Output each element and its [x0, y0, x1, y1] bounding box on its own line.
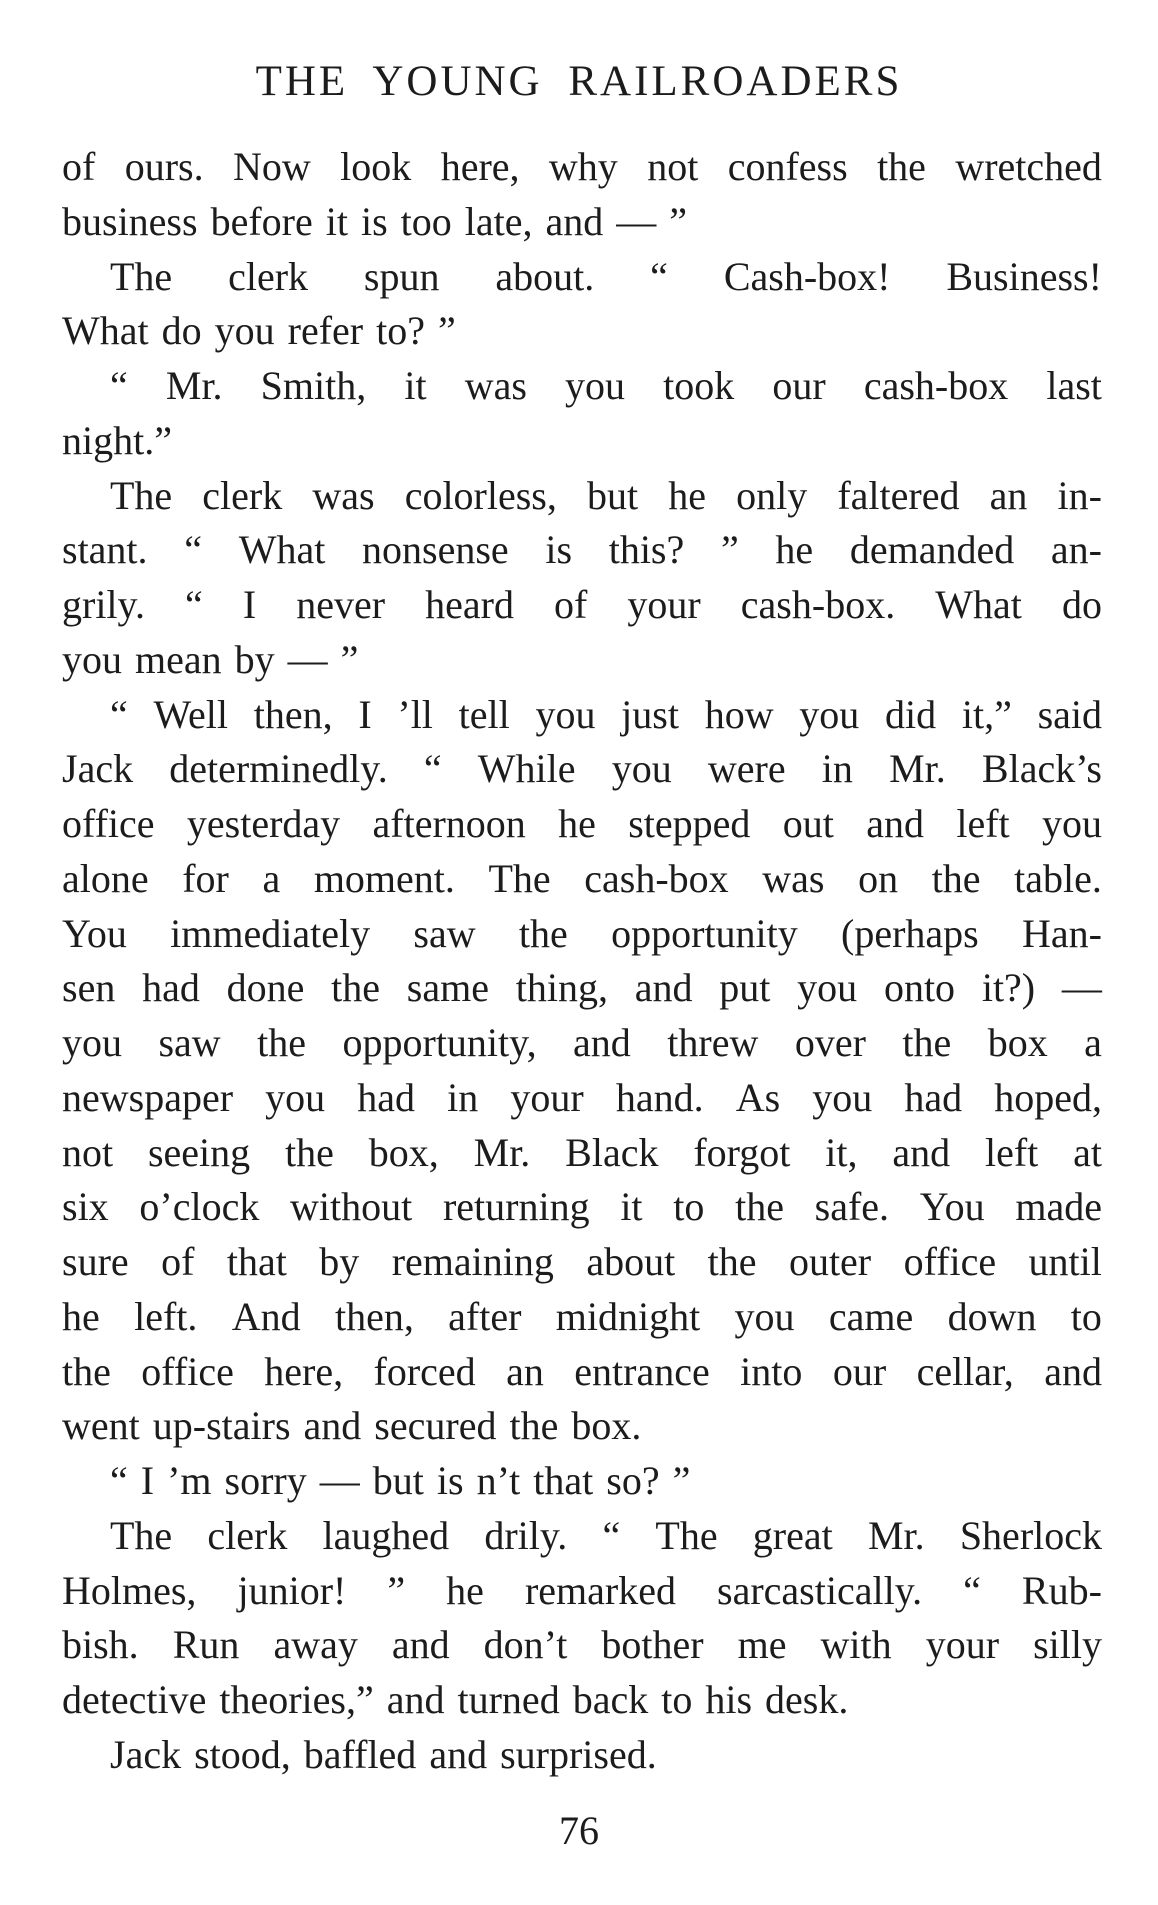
- text-line: What do you refer to? ”: [62, 308, 456, 354]
- text-line: of ours. Now look here, why not confess the wretched: [62, 144, 1102, 189]
- text-line: business before it is too late, and — ”: [62, 198, 688, 244]
- text-line: you mean by — ”: [62, 636, 359, 682]
- text-line: stant. “ What nonsense is this? ” he demanded an-: [62, 527, 1102, 573]
- text-line: the office here, forced an entrance into our cellar, and: [62, 1348, 1102, 1394]
- text-line: he left. And then, after midnight you came down to: [62, 1293, 1102, 1339]
- text-line: “ Well then, I ’ll tell you just how you did it,” said: [110, 691, 1102, 737]
- text-line: you saw the opportunity, and threw over the box a: [62, 1020, 1102, 1065]
- text-line: Holmes, junior! ” he remarked sarcastically. “ Rub-: [62, 1567, 1102, 1613]
- text-line: You immediately saw the opportunity (perhaps Han-: [62, 910, 1102, 956]
- text-line: “ I ’m sorry — but is n’t that so? ”: [110, 1458, 691, 1503]
- text-line: night.”: [62, 417, 172, 463]
- text-line: bish. Run away and don’t bother me with your silly: [62, 1622, 1102, 1668]
- text-line: Jack determinedly. “ While you were in Mr. Black’s: [62, 746, 1102, 792]
- text-line: six o’clock without returning it to the safe. You made: [62, 1184, 1102, 1230]
- text-line: sen had done the same thing, and put you onto it?) —: [62, 965, 1102, 1011]
- text-line: not seeing the box, Mr. Black forgot it, and left at: [62, 1129, 1102, 1175]
- text-line: grily. “ I never heard of your cash-box. What do: [62, 582, 1102, 627]
- text-line: newspaper you had in your hand. As you had hoped,: [62, 1074, 1102, 1120]
- text-line: went up-stairs and secured the box.: [62, 1403, 642, 1449]
- running-head: THE YOUNG RAILROADERS: [255, 58, 903, 105]
- text-line: sure of that by remaining about the outer office until: [62, 1239, 1102, 1284]
- text-line: The clerk laughed drily. “ The great Mr. Sherlock: [110, 1512, 1102, 1558]
- page-number: 76: [559, 1808, 599, 1853]
- text-line: The clerk spun about. “ Cash-box! Business!: [110, 253, 1102, 299]
- text-line: alone for a moment. The cash-box was on the table.: [62, 855, 1102, 901]
- text-line: The clerk was colorless, but he only faltered an in-: [110, 472, 1102, 518]
- text-line: “ Mr. Smith, it was you took our cash-box last: [110, 363, 1102, 408]
- text-line: Jack stood, baffled and surprised.: [110, 1731, 657, 1777]
- text-line: detective theories,” and turned back to his desk.: [62, 1677, 849, 1722]
- text-line: office yesterday afternoon he stepped out and left you: [62, 801, 1102, 846]
- body-text: [62, 140, 1102, 1783]
